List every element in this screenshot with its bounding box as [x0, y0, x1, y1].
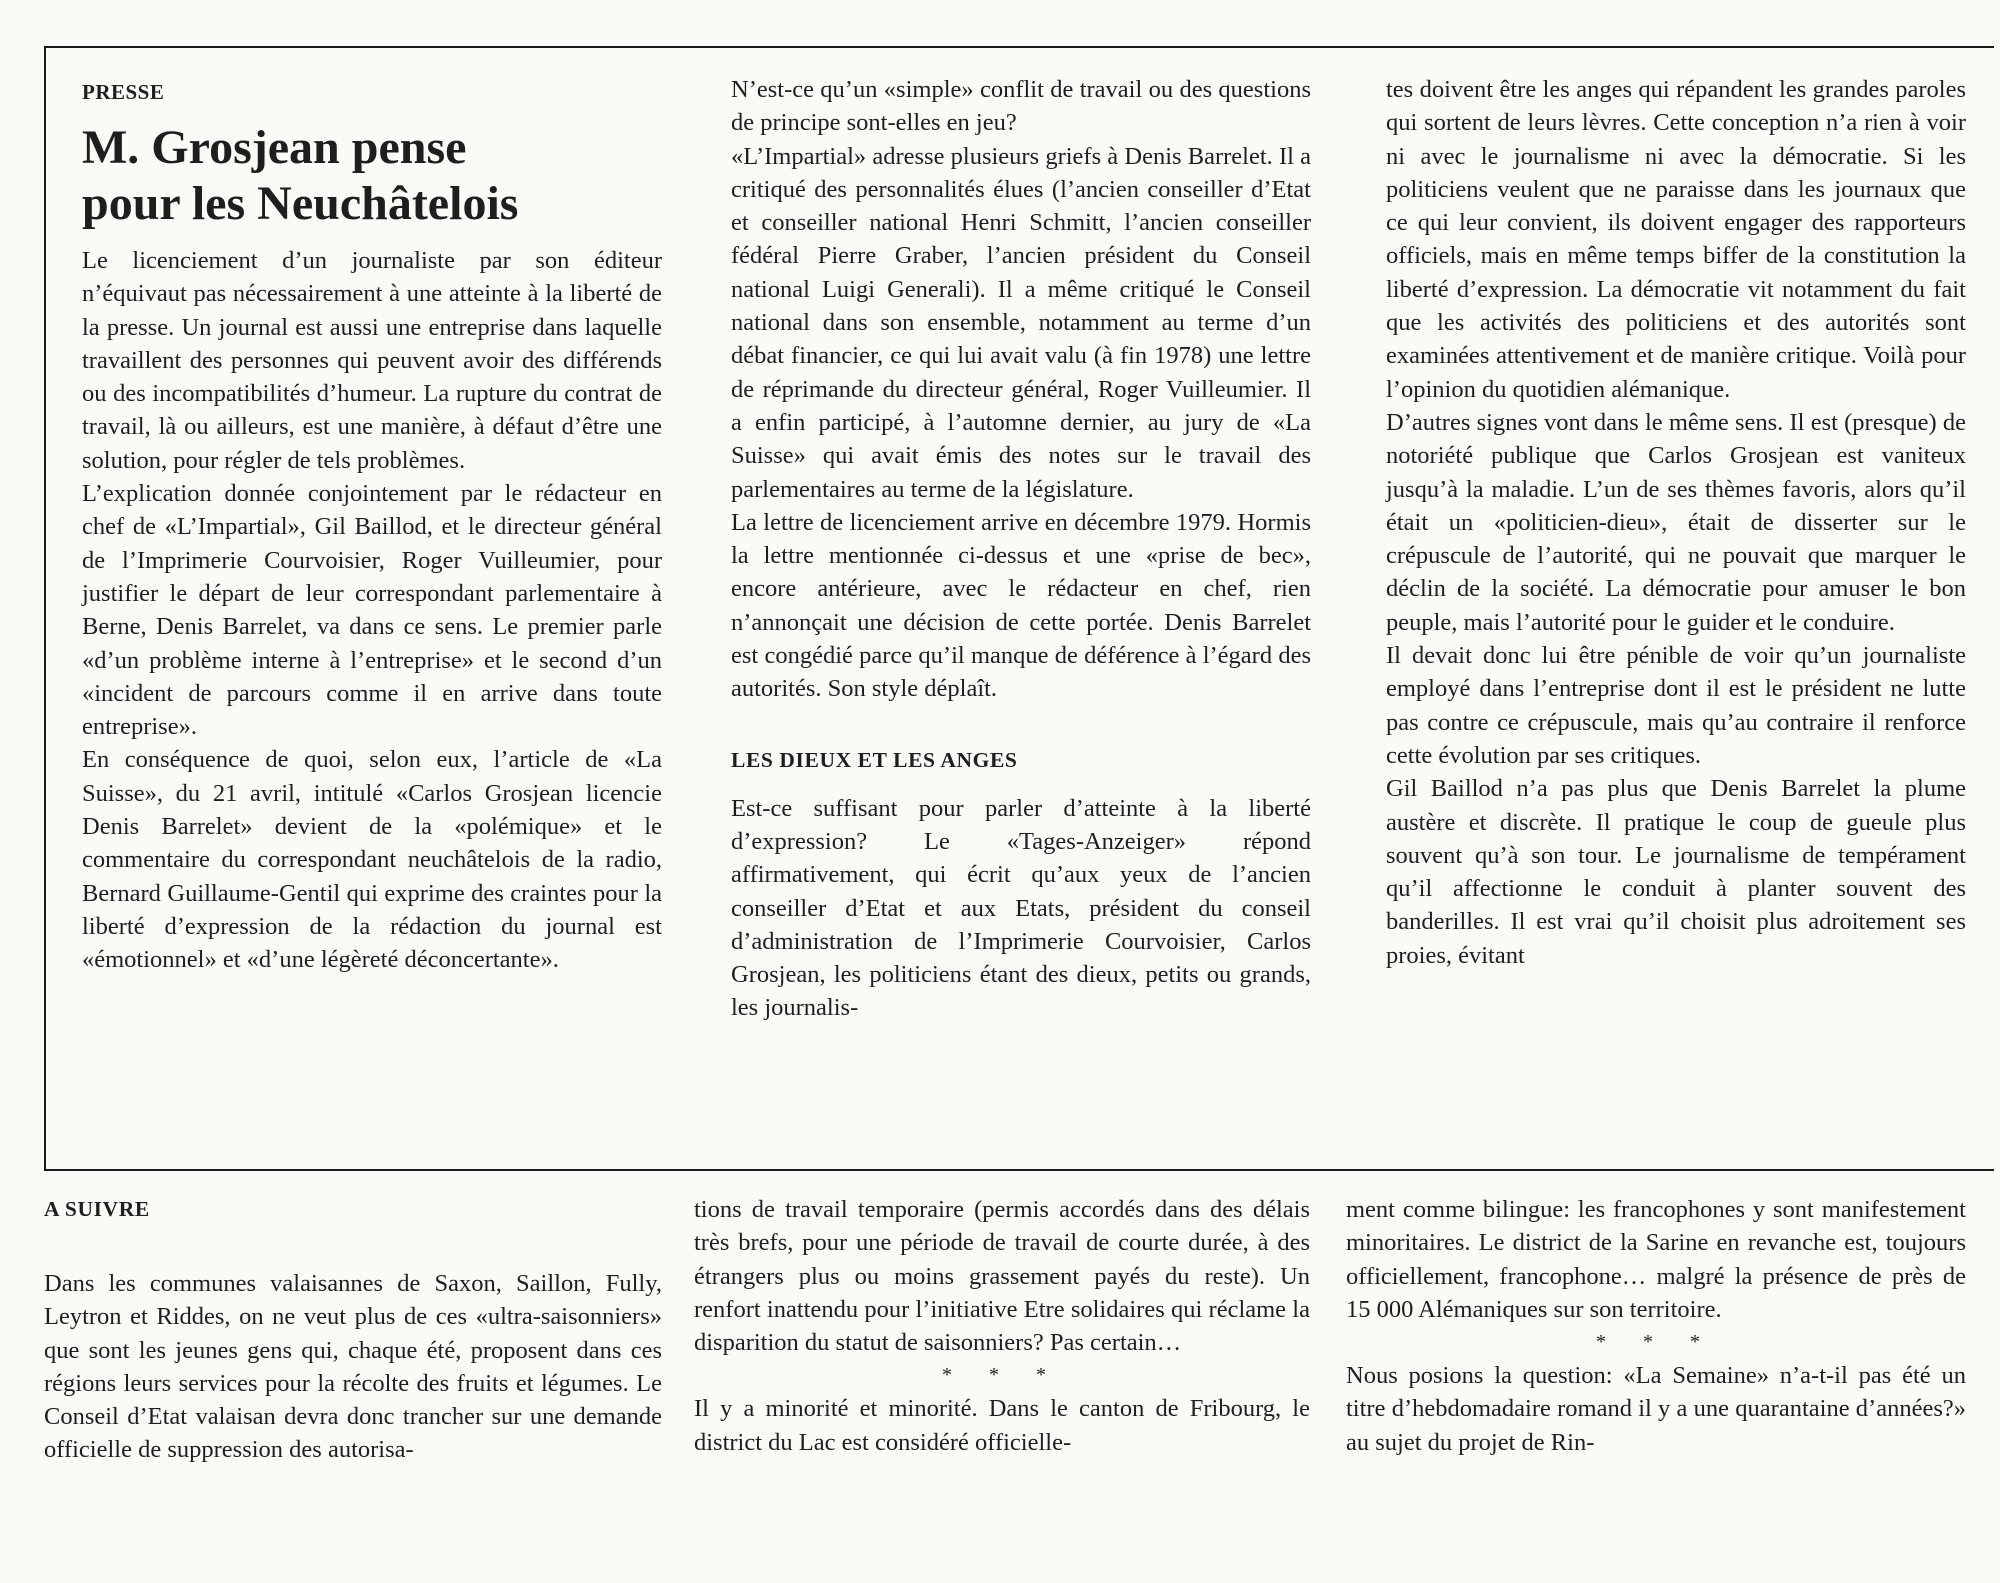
paragraph: Dans les communes valaisannes de Saxon, Saillon, Fully, Leytron et Riddes, on ne veut plus de ces «ultra-saisonniers» que sont les jeunes gens qui, chaque été, proposent dans ces régions leurs services pour la récolte des fruits et légumes. Le Conseil d’Etat valaisan devra donc trancher sur une demande officielle de suppression des autorisa-: [44, 1270, 662, 1464]
paragraph: tions de travail temporaire (permis accordés dans des délais très brefs, pour une période de travail de courte durée, à des étrangers plus ou moins grassement payés du reste). Un renfort inattendu pour l’initiative Etre solidaires qui réclame la disparition du statut de saisonniers? Pas certain…: [694, 1196, 1310, 1357]
section-kicker: PRESSE: [82, 80, 165, 104]
suivre-column-3: [1346, 1193, 1966, 1459]
article-column-2: [731, 73, 1311, 1025]
paragraph: tes doivent être les anges qui répandent les grandes paroles qui sortent de leurs lèvres. Cette conception n’a rien à voir ni avec le journalisme ni avec la démocratie. Si les politiciens veulent que ne paraisse dans les journaux que ce qui leur convient, ils doivent engager des rapporteurs officiels, mais en même temps biffer de la constitution la liberté d’expression. La démocratie vit notamment du fait que les activités des politiciens et des autorités sont examinées attentivement et de manière critique. Voilà pour l’opinion du quotidien alémanique.: [1386, 76, 1966, 403]
separator-stars: * * *: [942, 1364, 1062, 1387]
paragraph: «L’Impartial» adresse plusieurs griefs à Denis Barrelet. Il a critiqué des personnalités élues (l’ancien conseiller d’Etat et conseiller national Henri Schmitt, l’ancien conseiller fédéral Pierre Graber, l’ancien président du Conseil national Luigi Generali). Il a même critiqué le Conseil national dans son ensemble, notamment au terme d’un débat financier, ce qui lui avait valu (à fin 1978) une lettre de réprimande du directeur général, Roger Vuilleumier. Il a enfin participé, à l’automne dernier, au jury de «La Suisse» qui avait émis des notes sur le travail des parlementaires au terme de la législature.: [731, 142, 1311, 503]
article-column-3: [1386, 73, 1966, 972]
suivre-column-1: [44, 1197, 662, 1467]
suivre-heading: A SUIVRE: [44, 1197, 150, 1221]
article-column-1: [82, 80, 662, 977]
paragraph: Le licenciement d’un journaliste par son éditeur n’équivaut pas nécessairement à une atteinte à la liberté de la presse. Un journal est aussi une entreprise dans laquelle travaillent des personnes qui peuvent avoir des différends ou des incompatibilités d’humeur. La rupture du contrat de travail, là ou ailleurs, est une manière, à défaut d’être une solution, pour régler de tels problèmes.: [82, 247, 662, 474]
paragraph: En conséquence de quoi, selon eux, l’article de «La Suisse», du 21 avril, intitulé «Carlos Grosjean licencie Denis Barrelet» devient de la «polémique» et le commentaire du correspondant neuchâtelois de la radio, Bernard Guillaume-Gentil qui exprime des craintes pour la liberté d’expression de la rédaction du journal est «émotionnel» et «d’une légèreté déconcertante».: [82, 746, 662, 974]
headline-line-1: M. Grosjean pense: [82, 121, 467, 174]
paragraph: Nous posions la question: «La Semaine» n’a-t-il pas été un titre d’hebdomadaire romand il y a une quarantaine d’années?» au sujet du projet de Rin-: [1346, 1362, 1966, 1456]
paragraph: La lettre de licenciement arrive en décembre 1979. Hormis la lettre mentionnée ci-dessus et une «prise de bec», encore antérieure, avec le rédacteur en chef, rien n’annonçait une décision de cette portée. Denis Barrelet est congédié parce qu’il manque de déférence à l’égard des autorités. Son style déplaît.: [731, 508, 1311, 703]
paragraph: Il devait donc lui être pénible de voir qu’un journaliste employé dans l’entreprise dont il est le président ne lutte pas contre ce crépuscule, mais qu’au contraire il renforce cette évolution par ses critiques.: [1386, 642, 1966, 769]
paragraph: L’explication donnée conjointement par le rédacteur en chef de «L’Impartial», Gil Baillod, et le directeur général de l’Imprimerie Courvoisier, Roger Vuilleumier, pour justifier le départ de leur correspondant parlementaire à Berne, Denis Barrelet, va dans ce sens. Le premier parle «d’un problème interne à l’entreprise» et le second d’un «incident de parcours comme il en arrive dans toute entreprise».: [82, 480, 662, 741]
paragraph: Il y a minorité et minorité. Dans le canton de Fribourg, le district du Lac est considéré officielle-: [694, 1395, 1310, 1456]
paragraph: D’autres signes vont dans le même sens. Il est (presque) de notoriété publique que Carlos Grosjean est vaniteux jusqu’à la maladie. L’un de ses thèmes favoris, alors qu’il était un «politicien-dieu», était de disserter sur le crépuscule de l’autorité, qui ne pouvait que marquer le déclin de la société. La démocratie pour amuser le bon peuple, mais l’autorité pour le guider et le conduire.: [1386, 408, 1966, 636]
paragraph: N’est-ce qu’un «simple» conflit de travail ou des questions de principe sont-elles en jeu?: [731, 76, 1311, 137]
paragraph: Est-ce suffisant pour parler d’atteinte à la liberté d’expression? Le «Tages-Anzeiger» répond affirmativement, qui écrit qu’aux yeux de l’ancien conseiller d’Etat et aux Etats, président du conseil d’administration de l’Imprimerie Courvoisier, Carlos Grosjean, les politiciens étant des dieux, petits ou grands, les journalis-: [731, 794, 1311, 1022]
paragraph: ment comme bilingue: les francophones y sont manifestement minoritaires. Le district de la Sarine en revanche est, toujours officiellement, francophone… malgré la présence de près de 15 000 Alémaniques sur son territoire.: [1346, 1196, 1966, 1323]
headline: [82, 120, 662, 232]
separator-stars: * * *: [1596, 1331, 1716, 1354]
paragraph: Gil Baillod n’a pas plus que Denis Barrelet la plume austère et discrète. Il pratique le coup de gueule plus souvent qu’à son tour. Le journalisme de tempérament qu’il affectionne le conduit à planter souvent des banderilles. Il est vrai qu’il choisit plus adroitement ses proies, évitant: [1386, 775, 1966, 969]
suivre-column-2: [694, 1193, 1310, 1459]
headline-line-2: pour les Neuchâtelois: [82, 177, 519, 230]
subheading: LES DIEUX ET LES ANGES: [731, 747, 1018, 772]
